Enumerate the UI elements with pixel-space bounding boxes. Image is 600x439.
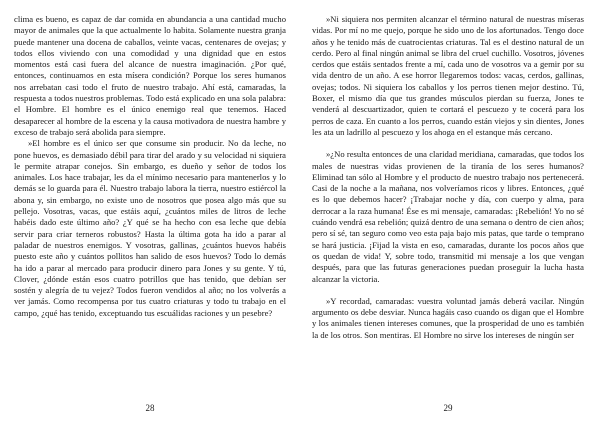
left-page <box>14 0 286 439</box>
page-number: 29 <box>443 403 453 413</box>
paragraph: clima es bueno, es capaz de dar comida en abundancia a una cantidad mucho mayor de animales que la que actualmente lo habita. Solamente nuestra granja puede mantener una docena de caballos, veinte vacas, centenares de ovejas; y todos ellos viviendo con una comodidad y una dignidad que en estos momentos está casi fuera del alcance de nuestra imaginación. ¿Por qué, entonces, continuamos en esta mísera condición? Porque los seres humanos nos arrebatan casi todo el fruto de nuestro trabajo. Ahí está, camaradas, la respuesta a todos nuestros problemas. Todo está explicado en una sola palabra: el Hombre. El hombre es el único enemigo real que tenemos. Haced desaparecer al hombre de la escena y la causa motivadora de nuestra hambre y exceso de trabajo será abolida para siempre. <box>14 14 286 137</box>
paragraph: »El hombre es el único ser que consume sin producir. No da leche, no pone huevos, es demasiado débil para tirar del arado y su velocidad ni siquiera le permite atrapar conejos. Sin embargo, es dueño y señor de todos los animales. Los hace trabajar, les da el mínimo necesario para mantenerlos y lo demás se lo guarda para él. Nuestro trabajo labora la tierra, nuestro estiércol la abona y, sin embargo, no existe uno de nosotros que posea algo más que su pellejo. Vosotras, vacas, que estáis aquí, ¿cuántos miles de litros de leche habéis dado este último año? ¿Y qué se ha hecho con esa leche que debía servir para criar terneros robustos? Hasta la última gota ha ido a parar al paladar de nuestros enemigos. Y vosotras, gallinas, ¿cuántos huevos habéis puesto este año y cuántos pollitos han salido de esos huevos? Todo lo demás ha ido a parar al mercado para producir dinero para Jones y su gente. Y tú, Clover, ¿dónde están esos cuatro potrillos que has tenido, que debían ser sostén y alegría de tu vejez? Todos fueron vendidos al año; no los volverás a ver jamás. Como recompensa por tus cuatro criaturas y todo tu trabajo en el campo, ¿qué has tenido, exceptuando tus escuálidas raciones y un pesebre? <box>14 138 286 318</box>
left-page-text <box>14 14 286 319</box>
page-number: 28 <box>145 403 155 413</box>
right-page <box>312 0 584 439</box>
paragraph: »Ni siquiera nos permiten alcanzar el término natural de nuestras míseras vidas. Por mí no me quejo, porque he sido uno de los afortunados. Tengo doce años y he tenido más de cuatrocientas criaturas. Tal es el destino natural de un cerdo. Pero al final ningún animal se libra del cruel cuchillo. Vosotros, jóvenes cerdos que estáis sentados frente a mí, cada uno de vosotros va a gemir por su vida dentro de un año. A ese horror llegaremos todos: vacas, cerdos, gallinas, ovejas; todos. Ni siquiera los caballos y los perros tienen mejor destino. Tú, Boxer, el mismo día que tus grandes músculos pierdan su fuerza, Jones te venderá al descuartizador, quien te cortará el pescuezo y te cocerá para los perros de caza. En cuanto a los perros, cuando están viejos y sin dientes, Jones les ata un ladrillo al pescuezo y los ahoga en el estanque más cercano. <box>312 14 584 137</box>
paragraph: »¿No resulta entonces de una claridad meridiana, camaradas, que todos los males de nuestras vidas provienen de la tiranía de los seres humanos? Eliminad tan sólo al Hombre y el producto de nuestro trabajo nos pertenecerá. Casi de la noche a la mañana, nos volveríamos ricos y libres. Entonces, ¿qué es lo que debemos hacer? ¡Trabajar noche y día, con cuerpo y alma, para derrocar a la raza humana! Ése es mi mensaje, camaradas: ¡Rebelión! Yo no sé cuándo vendrá esa rebelión; quizá dentro de una semana o dentro de cien años; pero sí sé, tan seguro como veo esta paja bajo mis patas, que tarde o temprano se hará justicia. ¡Fijad la vista en eso, camaradas, durante los pocos años que os quedan de vida! Y, sobre todo, transmitid mi mensaje a los que vengan después, para que las futuras generaciones puedan proseguir la lucha hasta alcanzar la victoria. <box>312 149 584 284</box>
right-page-text <box>312 14 584 341</box>
paragraph: »Y recordad, camaradas: vuestra voluntad jamás deberá vacilar. Ningún argumento os debe desviar. Nunca hagáis caso cuando os digan que el Hombre y los animales tienen intereses comunes, que la prosperidad de uno es también la de los otros. Son mentiras. El Hombre no sirve los intereses de ningún ser <box>312 295 584 340</box>
